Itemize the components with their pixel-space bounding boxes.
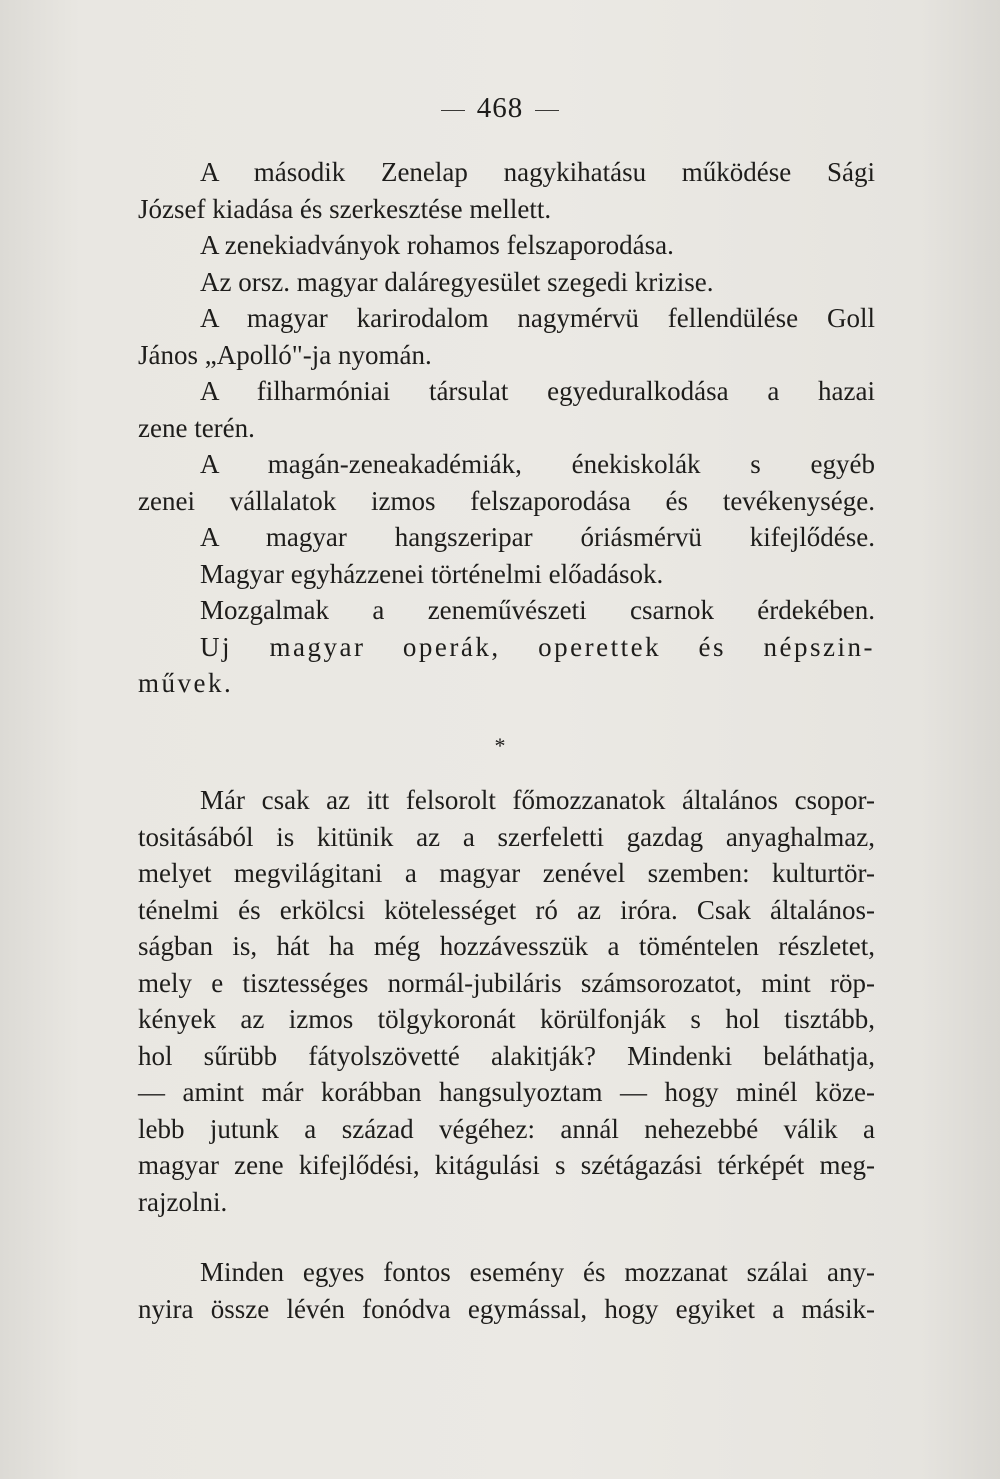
- paragraph-2: [138, 1254, 875, 1327]
- paragraph-line: mely e tisztességes normál-jubiláris számsorozatot, mint röp-: [138, 967, 875, 998]
- list-line: zenei vállalatok izmos felszaporodása és tevékenysége.: [138, 485, 875, 516]
- header-dash-left: [441, 110, 465, 111]
- paragraph-line: Már csak az itt felsorolt főmozzanatok általános csopor-: [200, 785, 875, 815]
- paragraph-1: [138, 782, 875, 1220]
- list-line: A magán-zeneakadémiák, énekiskolák s egyéb: [200, 449, 875, 479]
- list-line: A második Zenelap nagykihatásu működése Sági: [200, 157, 875, 187]
- paragraph-line: lebb jutunk a század végéhez: annál nehezebbé válik a: [138, 1113, 875, 1144]
- paragraph-line: melyet megvilágitani a magyar zenével szemben: kulturtör-: [138, 858, 875, 888]
- list-line: Magyar egyházzenei történelmi előadások.: [200, 558, 664, 589]
- list-line: zene terén.: [138, 412, 255, 443]
- list-line: Uj magyar operák, operettek és népszin-: [200, 631, 875, 662]
- paragraph-line: — amint már korábban hangsulyoztam — hogy minél köze-: [138, 1077, 875, 1107]
- page-header: [0, 92, 1000, 125]
- topic-list: [138, 154, 875, 702]
- paragraph-line: hol sűrübb fátyolszövetté alakitják? Mindenki beláthatja,: [138, 1040, 875, 1071]
- list-line: A filharmóniai társulat egyeduralkodása a hazai: [200, 376, 875, 406]
- list-line: A magyar karirodalom nagymérvü fellendülése Goll: [200, 303, 875, 333]
- paragraph-line: rajzolni.: [138, 1186, 228, 1217]
- list-line: A magyar hangszeripar óriásmérvü kifejlődése.: [200, 522, 875, 552]
- list-line: Mozgalmak a zeneművészeti csarnok érdekében.: [200, 595, 875, 625]
- list-line: Az orsz. magyar daláregyesület szegedi krizise.: [200, 266, 714, 297]
- paragraph-line: Minden egyes fontos esemény és mozzanat szálai any-: [200, 1257, 875, 1287]
- list-line: János „Apolló"-ja nyomán.: [138, 339, 432, 370]
- section-separator: *: [494, 733, 506, 758]
- list-line: József kiadása és szerkesztése mellett.: [138, 193, 552, 224]
- list-line: A zenekiadványok rohamos felszaporodása.: [200, 230, 674, 260]
- list-line: művek.: [138, 668, 234, 698]
- paragraph-line: ságban is, hát ha még hozzávesszük a töméntelen részletet,: [138, 931, 875, 961]
- paragraph-line: tositásából is kitünik az a szerfeletti gazdag anyaghalmaz,: [138, 821, 875, 852]
- paragraph-line: nyira össze lévén fonódva egymással, hogy egyiket a másik-: [138, 1293, 875, 1324]
- header-dash-right: [535, 110, 559, 111]
- paragraph-line: magyar zene kifejlődési, kitágulási s szétágazási térképét meg-: [138, 1150, 875, 1180]
- paragraph-line: kények az izmos tölgykoronát körülfonják s hol tisztább,: [138, 1004, 875, 1034]
- page-number: 468: [476, 92, 524, 124]
- paragraph-line: ténelmi és erkölcsi kötelességet ró az iróra. Csak általános-: [138, 894, 875, 925]
